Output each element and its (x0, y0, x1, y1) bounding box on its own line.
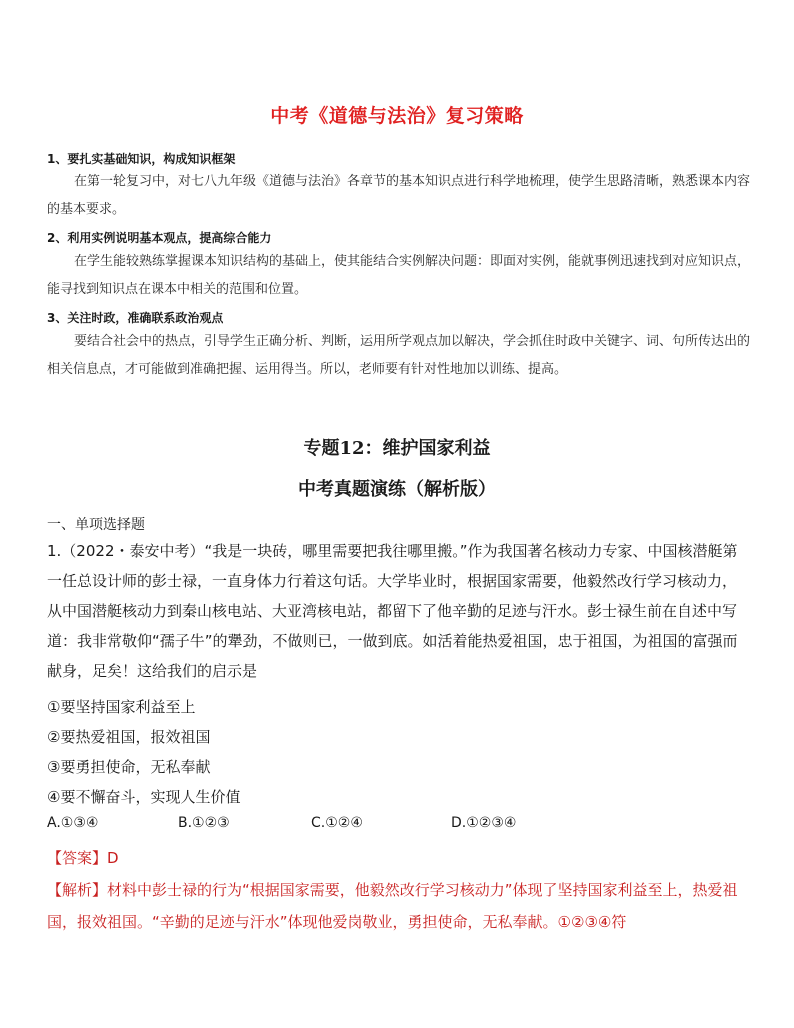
choice-d: D.①②③④ (451, 815, 517, 831)
analysis-text: 【解析】材料中彭士禄的行为“根据国家需要，他毅然改行学习核动力”体现了坚持国家利益至上，热爱祖国，报效祖国。“辛勤的足迹与汗水”体现他爱岗敬业，勇担使命，无私奉献。①②③④符 (47, 881, 738, 931)
strategy-body-2: 在学生能较熟练掌握课本知识结构的基础上，使其能结合实例解决问题：即面对实例，能就事例迅速找到对应知识点，能寻找到知识点在课本中相关的范围和位置。 (47, 254, 751, 297)
strategy-heading-2: 2、利用实例说明基本观点，提高综合能力 (47, 231, 272, 245)
strategy-heading-3: 3、关注时政，准确联系政治观点 (47, 311, 224, 325)
statement-2: ②要热爱祖国，报效祖国 (47, 728, 211, 746)
question-stem: 1.（2022・泰安中考）“我是一块砖，哪里需要把我往哪里搬。”作为我国著名核动力专家、中国核潜艇第一任总设计师的彭士禄，一直身体力行着这句话。大学毕业时，根据国家需要，他毅然改行学习核动力，从中国潜艇核动力到秦山核电站、大亚湾核电站，都留下了他辛勤的足迹与汗水。彭士禄生前在自述中写道：我非常敬仰“孺子牛”的犟劲，不做则已，一做到底。如活着能热爱祖国，忠于祖国，为祖国的富强而献身，足矣！这给我们的启示是 (47, 542, 738, 680)
statement-3: ③要勇担使命，无私奉献 (47, 758, 211, 776)
choice-b: B.①②③ (178, 815, 230, 831)
strategy-heading-1: 1、要扎实基础知识，构成知识框架 (47, 152, 236, 166)
answer-line: 【答案】D (47, 849, 119, 867)
choice-a: A.①③④ (47, 815, 99, 831)
strategy-body-1: 在第一轮复习中，对七八九年级《道德与法治》各章节的基本知识点进行科学地梳理，使学生思路清晰，熟悉课本内容的基本要求。 (47, 174, 751, 217)
page-title: 中考《道德与法治》复习策略 (270, 105, 524, 127)
statement-4: ④要不懈奋斗，实现人生价值 (47, 788, 241, 806)
statement-1: ①要坚持国家利益至上 (47, 698, 196, 716)
section-label: 一、单项选择题 (47, 517, 145, 533)
strategy-body-3: 要结合社会中的热点，引导学生正确分析、判断，运用所学观点加以解决，学会抓住时政中关键字、词、句所传达出的相关信息点，才可能做到准确把握、运用得当。所以，老师要有针对性地加以训练、提高。 (47, 334, 751, 377)
topic-title: 专题12：维护国家利益 (303, 438, 491, 459)
topic-subtitle: 中考真题演练（解析版） (298, 479, 496, 500)
choice-c: C.①②④ (311, 815, 363, 831)
